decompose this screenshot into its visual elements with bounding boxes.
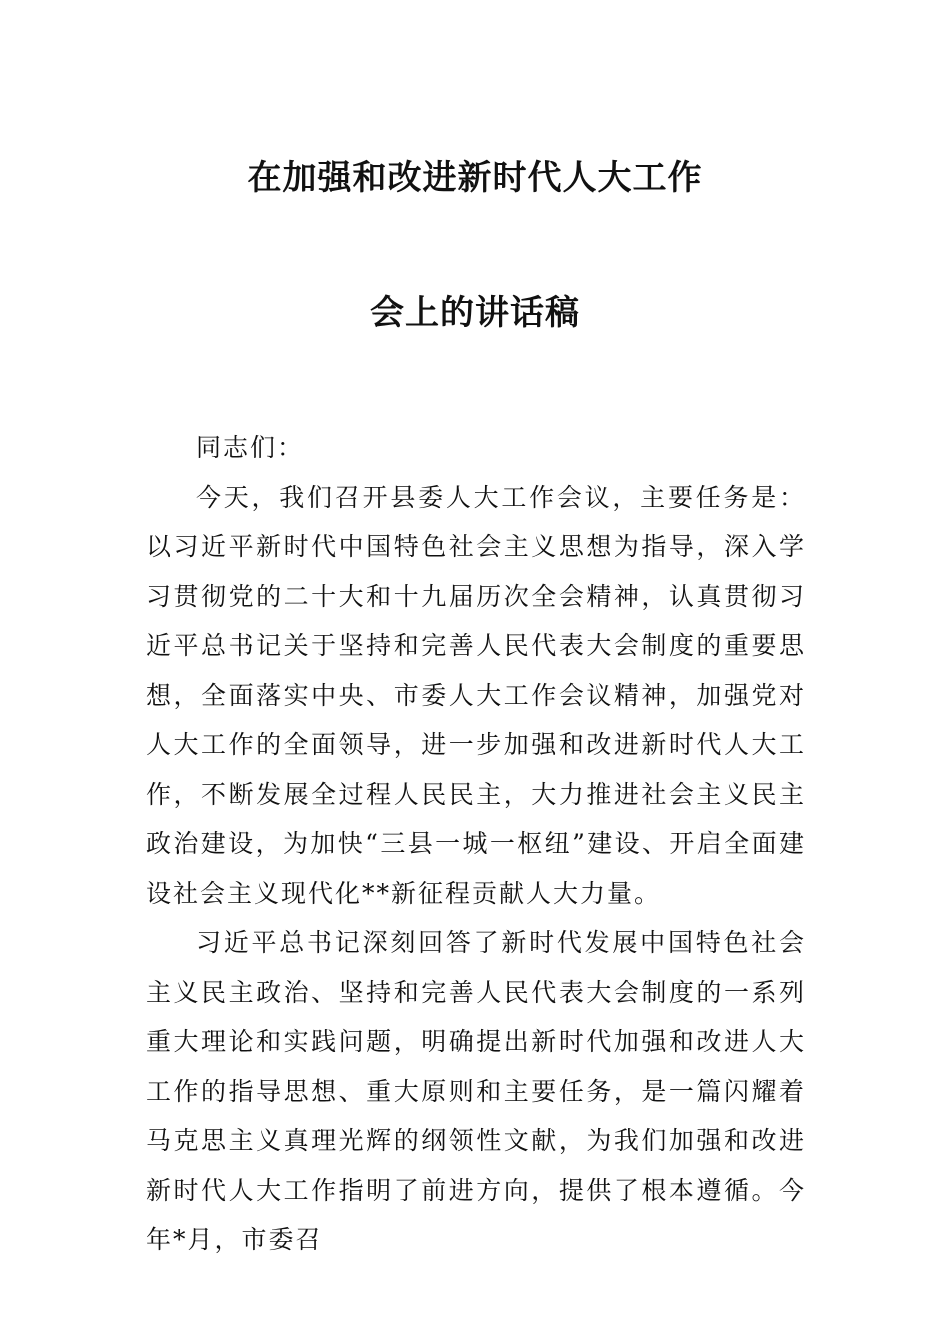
paragraph-1: 今天，我们召开县委人大工作会议，主要任务是：以习近平新时代中国特色社会主义思想为指导，深入学习贯彻党的二十大和十九届历次全会精神，认真贯彻习近平总书记关于坚持和完善人民代表大会制度的重要思想，全面落实中央、市委人大工作会议精神，加强党对人大工作的全面领导，进一步加强和改进新时代人大工作，不断发展全过程人民民主，大力推进社会主义民主政治建设，为加快“三县一城一枢纽”建设、开启全面建设社会主义现代化**新征程贡献人大力量。 [146, 482, 806, 908]
salutation: 同志们： [196, 433, 305, 462]
document-title-line-2: 会上的讲话稿 [370, 293, 580, 333]
document-body [146, 423, 806, 1265]
document-title-line-1: 在加强和改进新时代人大工作 [247, 158, 703, 198]
paragraph-2: 习近平总书记深刻回答了新时代发展中国特色社会主义民主政治、坚持和完善人民代表大会制度的一系列重大理论和实践问题，明确提出新时代加强和改进人大工作的指导思想、重大原则和主要任务，是一篇闪耀着马克思主义真理光辉的纲领性文献，为我们加强和改进新时代人大工作指明了前进方向，提供了根本遵循。今年*月，市委召 [146, 928, 806, 1254]
